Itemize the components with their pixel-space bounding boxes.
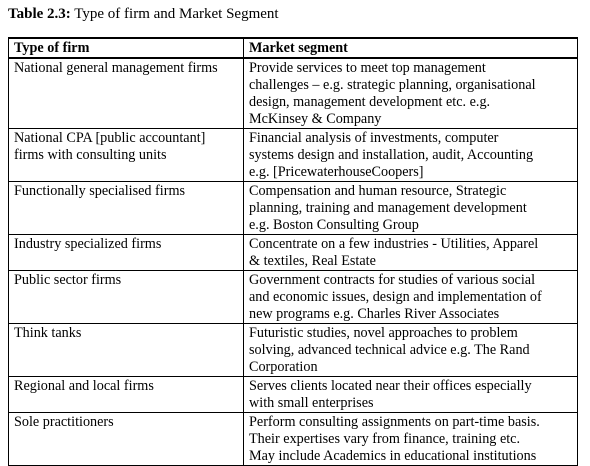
market-segment-cell bbox=[244, 58, 578, 129]
table-row bbox=[9, 235, 578, 271]
segment-line: Futuristic studies, novel approaches to problem bbox=[249, 325, 518, 341]
segment-line: e.g. [PricewaterhouseCoopers] bbox=[249, 164, 424, 180]
table-row bbox=[9, 271, 578, 324]
firm-type-cell bbox=[9, 58, 244, 129]
segment-line: Perform consulting assignments on part-time basis. bbox=[249, 414, 540, 430]
firm-type-text: Think tanks bbox=[14, 325, 82, 341]
segment-line: design, management development etc. e.g. bbox=[249, 94, 491, 110]
column-header-market-segment: Market segment bbox=[244, 38, 578, 58]
firm-type-cell bbox=[9, 235, 244, 271]
table-row bbox=[9, 182, 578, 235]
segment-line: Concentrate on a few industries - Utilities, Apparel bbox=[249, 236, 539, 252]
market-segment-cell bbox=[244, 271, 578, 324]
market-segment-cell bbox=[244, 324, 578, 377]
firm-type-text: Functionally specialised firms bbox=[14, 183, 186, 199]
segment-line: challenges – e.g. strategic planning, organisational bbox=[249, 77, 536, 93]
firm-type-cell bbox=[9, 377, 244, 413]
table-row bbox=[9, 324, 578, 377]
segment-line: solving, advanced technical advice e.g. The Rand bbox=[249, 342, 530, 358]
table-row bbox=[9, 129, 578, 182]
segment-line: and economic issues, design and implementation of bbox=[249, 289, 542, 305]
segment-line: Corporation bbox=[249, 359, 318, 375]
segment-line: Government contracts for studies of various social bbox=[249, 272, 536, 288]
firm-type-cell bbox=[9, 271, 244, 324]
segment-line: Their expertises vary from finance, training etc. bbox=[249, 431, 521, 447]
column-header-type-of-firm: Type of firm bbox=[9, 38, 244, 58]
firm-type-text: National general management firms bbox=[14, 60, 218, 76]
segment-line: May include Academics in educational institutions bbox=[249, 448, 537, 464]
firm-type-text: firms with consulting units bbox=[14, 147, 167, 163]
firm-type-cell bbox=[9, 413, 244, 466]
firm-type-cell bbox=[9, 182, 244, 235]
segment-line: Provide services to meet top management bbox=[249, 60, 486, 76]
segment-line: with small enterprises bbox=[249, 395, 374, 411]
firm-type-cell bbox=[9, 129, 244, 182]
segment-line: Serves clients located near their offices especially bbox=[249, 378, 532, 394]
table-caption bbox=[8, 5, 279, 23]
table-title: Type of firm and Market Segment bbox=[70, 6, 279, 22]
table-row bbox=[9, 377, 578, 413]
segment-line: systems design and installation, audit, Accounting bbox=[249, 147, 534, 163]
firm-type-text: Regional and local firms bbox=[14, 378, 154, 394]
segment-line: Compensation and human resource, Strategic bbox=[249, 183, 507, 199]
market-segment-cell bbox=[244, 413, 578, 466]
table-row bbox=[9, 413, 578, 466]
table-header-row bbox=[9, 38, 578, 58]
market-segment-cell bbox=[244, 129, 578, 182]
table-number: Table 2.3: bbox=[8, 6, 71, 22]
segment-line: e.g. Boston Consulting Group bbox=[249, 217, 419, 233]
market-segment-cell bbox=[244, 377, 578, 413]
segment-line: Financial analysis of investments, computer bbox=[249, 130, 499, 146]
segment-line: new programs e.g. Charles River Associates bbox=[249, 306, 500, 322]
firm-type-text: Sole practitioners bbox=[14, 414, 114, 430]
segment-line: planning, training and management development bbox=[249, 200, 527, 216]
market-segment-cell bbox=[244, 235, 578, 271]
firm-type-text: National CPA [public accountant] bbox=[14, 130, 206, 146]
firm-type-text: Public sector firms bbox=[14, 272, 122, 288]
firm-type-cell bbox=[9, 324, 244, 377]
segment-line: & textiles, Real Estate bbox=[249, 253, 376, 269]
segment-line: McKinsey & Company bbox=[249, 111, 382, 127]
firm-type-text: Industry specialized firms bbox=[14, 236, 162, 252]
firm-segment-table bbox=[8, 37, 578, 466]
market-segment-cell bbox=[244, 182, 578, 235]
table-row bbox=[9, 58, 578, 129]
